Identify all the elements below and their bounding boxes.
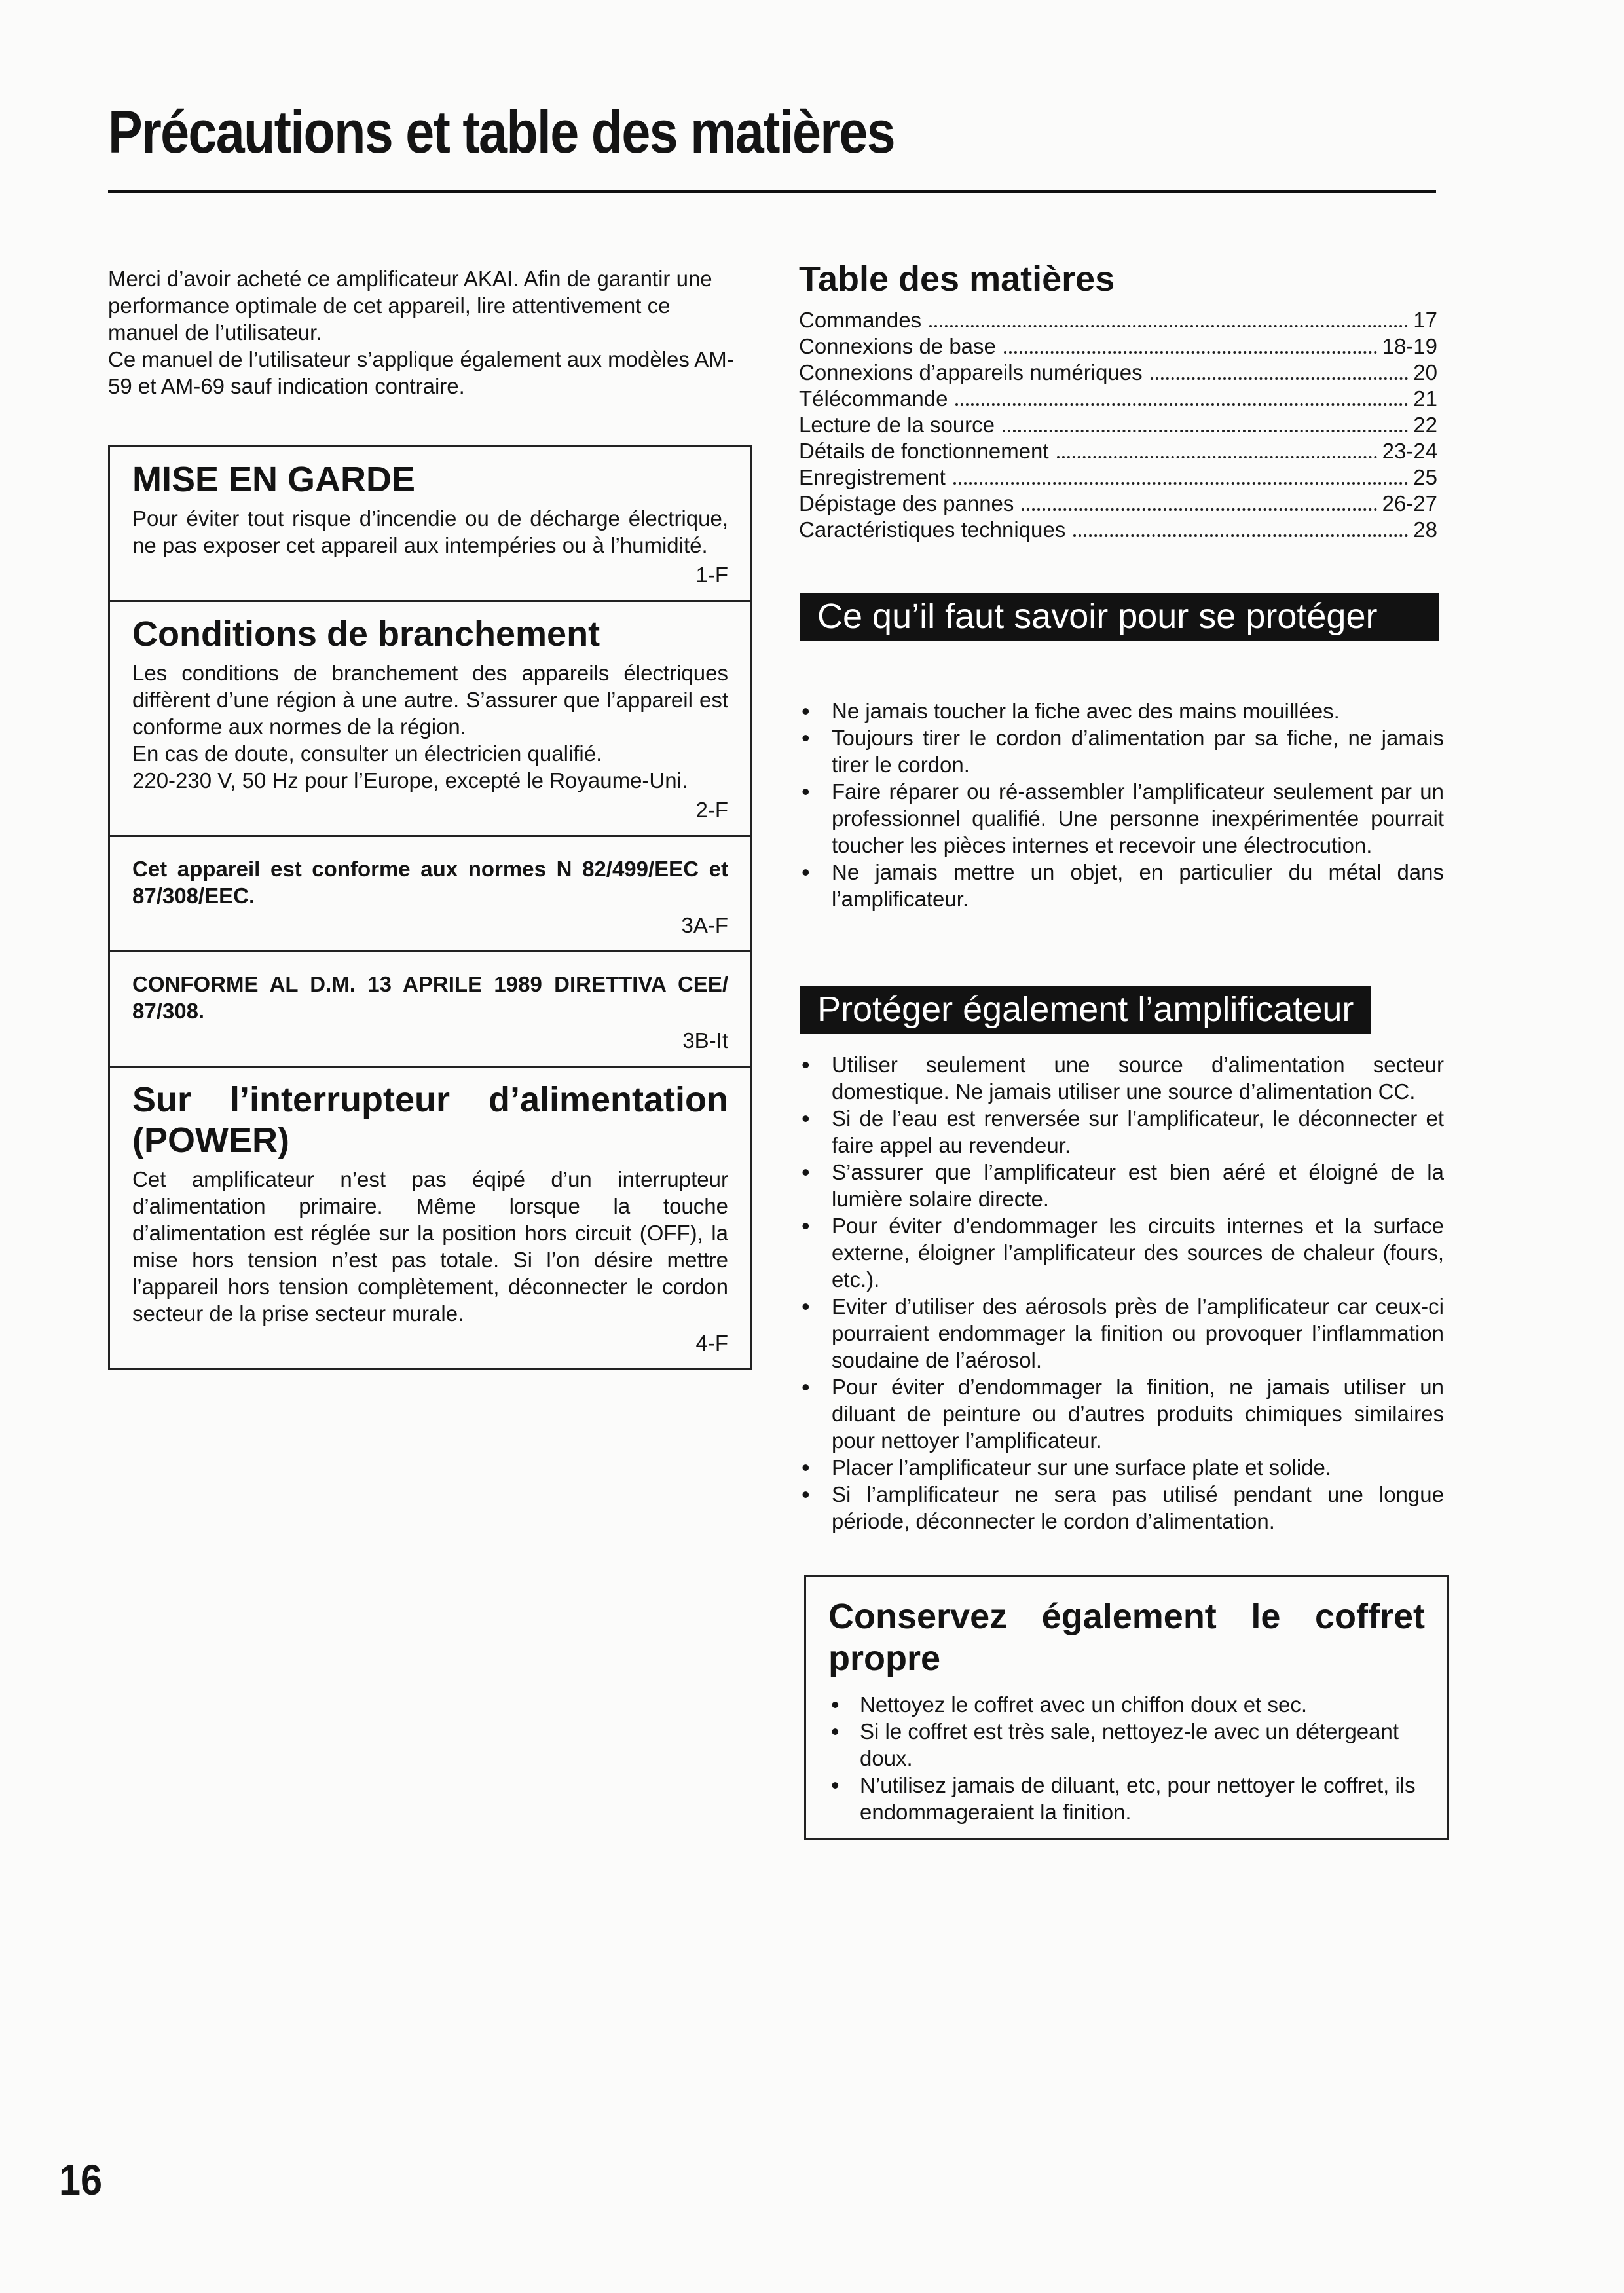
list-item: • Pour éviter d’endommager les circuits internes et la surface externe, éloigner l’amplificateur des sources de chaleur (fours, etc.). bbox=[799, 1212, 1444, 1293]
conformite-eec-text: Cet appareil est conforme aux normes N 82/499/EEC et 87/308/EEC. bbox=[132, 857, 728, 908]
conformite-eec-code: 3A-F bbox=[681, 913, 728, 937]
branchement-heading: Conditions de branchement bbox=[132, 614, 600, 654]
toc-label: Connexions d’appareils numériques bbox=[799, 360, 1143, 384]
list-item: • Si l’amplificateur ne sera pas utilisé pendant une longue période, déconnecter le cordon d’alimentation. bbox=[799, 1481, 1444, 1535]
toc-label: Enregistrement bbox=[799, 465, 946, 489]
toc-entry bbox=[799, 438, 1437, 464]
branchement-section bbox=[110, 602, 750, 837]
interrupteur-text: Cet amplificateur n’est pas éqipé d’un interrupteur d’alimentation primaire. Même lorsque la touche d’alimentation est réglée sur la position hors circuit (OFF), la mise hors tension n’est pas totale. Si l’on désire mettre l’appareil hors tension complètement, déconnecter le cordon secteur de la prise secteur murale. bbox=[132, 1167, 728, 1326]
toc-leader bbox=[1022, 508, 1376, 511]
safety-notices-box bbox=[108, 445, 752, 1370]
protect-amp-list bbox=[799, 1051, 1444, 1535]
cabinet-heading: Conservez également le coffret propre bbox=[828, 1597, 1425, 1678]
toc-leader bbox=[1003, 430, 1408, 432]
toc-leader bbox=[1151, 377, 1409, 380]
protect-self-list bbox=[799, 698, 1444, 912]
toc-page: 22 bbox=[1413, 413, 1437, 437]
toc-page: 26-27 bbox=[1382, 491, 1437, 515]
toc-entry bbox=[799, 517, 1437, 543]
toc-page: 18-19 bbox=[1382, 334, 1437, 358]
intro-paragraph-2: Ce manuel de l’utilisateur s’applique également aux modèles AM-59 et AM-69 sauf indication contraire. bbox=[108, 347, 734, 398]
interrupteur-heading: Sur l’interrupteur d’alimentation (POWER) bbox=[132, 1080, 728, 1160]
toc-label: Détails de fonctionnement bbox=[799, 439, 1049, 463]
toc-leader bbox=[955, 403, 1408, 406]
intro-paragraph-1: Merci d’avoir acheté ce amplificateur AKAI. Afin de garantir une performance optimale de cet appareil, lire attentivement ce manuel de l’utilisateur. bbox=[108, 267, 712, 345]
list-item: • Placer l’amplificateur sur une surface plate et solide. bbox=[799, 1454, 1444, 1481]
branchement-code: 2-F bbox=[695, 798, 728, 822]
toc-heading: Table des matières bbox=[799, 259, 1115, 299]
toc-label: Commandes bbox=[799, 308, 922, 332]
title-rule bbox=[108, 190, 1436, 193]
toc-page: 23-24 bbox=[1382, 439, 1437, 463]
list-item: • Pour éviter d’endommager la finition, ne jamais utiliser un diluant de peinture ou d’autres produits chimiques similaires pour nettoyer l’amplificateur. bbox=[799, 1373, 1444, 1454]
intro bbox=[108, 265, 747, 400]
toc-entry bbox=[799, 360, 1437, 386]
toc-leader bbox=[929, 325, 1408, 327]
list-item: • Eviter d’utiliser des aérosols près de l’amplificateur car ceux-ci pourraient endommager la finition ou provoquer l’inflammation soudaine de l’aérosol. bbox=[799, 1293, 1444, 1373]
toc-label: Télécommande bbox=[799, 386, 948, 411]
table-of-contents bbox=[799, 259, 1437, 543]
toc-entry bbox=[799, 307, 1437, 333]
toc-page: 25 bbox=[1413, 465, 1437, 489]
list-item: • Si le coffret est très sale, nettoyez-le avec un détergeant doux. bbox=[828, 1718, 1425, 1772]
cabinet-box bbox=[804, 1575, 1449, 1840]
conformite-eec-section bbox=[110, 837, 750, 952]
conformite-it-text: CONFORME AL D.M. 13 APRILE 1989 DIRETTIVA CEE/ 87/308. bbox=[132, 972, 728, 1023]
interrupteur-section bbox=[110, 1068, 750, 1368]
toc-entry bbox=[799, 491, 1437, 517]
toc-label: Dépistage des pannes bbox=[799, 491, 1014, 515]
list-item: • Si de l’eau est renversée sur l’amplificateur, le déconnecter et faire appel au revendeur. bbox=[799, 1105, 1444, 1159]
toc-leader bbox=[953, 482, 1409, 485]
page-number: 16 bbox=[59, 2155, 103, 2204]
toc-entry bbox=[799, 386, 1437, 412]
branchement-text-1: Les conditions de branchement des appareils électriques diffèrent d’une région à une autre. S’assurer que l’appareil est conforme aux normes de la région. bbox=[132, 661, 728, 739]
toc-leader bbox=[1004, 351, 1377, 354]
toc-label: Caractéristiques techniques bbox=[799, 517, 1066, 542]
toc-page: 21 bbox=[1413, 386, 1437, 411]
branchement-text-3: 220-230 V, 50 Hz pour l’Europe, excepté le Royaume-Uni. bbox=[132, 768, 688, 792]
list-item: • Utiliser seulement une source d’alimentation secteur domestique. Ne jamais utiliser une source d’alimentation CC. bbox=[799, 1051, 1444, 1105]
toc-entry bbox=[799, 412, 1437, 438]
list-item: • S’assurer que l’amplificateur est bien aéré et éloigné de la lumière solaire directe. bbox=[799, 1159, 1444, 1212]
toc-page: 20 bbox=[1413, 360, 1437, 384]
list-item: • Ne jamais mettre un objet, en particulier du métal dans l’amplificateur. bbox=[799, 859, 1444, 912]
toc-entry bbox=[799, 333, 1437, 360]
list-item: • Faire réparer ou ré-assembler l’amplificateur seulement par un professionnel qualifié. Une personne inexpérimentée pourrait toucher les pièces internes et recevoir une électrocution. bbox=[799, 778, 1444, 859]
mise-en-garde-section bbox=[110, 447, 750, 602]
list-item: • Ne jamais toucher la fiche avec des mains mouillées. bbox=[799, 698, 1444, 724]
toc-page: 17 bbox=[1413, 308, 1437, 332]
protect-self-heading: Ce qu’il faut savoir pour se protéger bbox=[800, 593, 1439, 641]
page-title: Précautions et table des matières bbox=[108, 99, 895, 166]
conformite-it-section bbox=[110, 952, 750, 1068]
toc-leader bbox=[1073, 534, 1408, 537]
interrupteur-code: 4-F bbox=[695, 1331, 728, 1355]
toc-page: 28 bbox=[1413, 517, 1437, 542]
list-item: • Nettoyez le coffret avec un chiffon doux et sec. bbox=[828, 1691, 1425, 1718]
conformite-it-code: 3B-It bbox=[682, 1028, 728, 1053]
list-item: • Toujours tirer le cordon d’alimentation par sa fiche, ne jamais tirer le cordon. bbox=[799, 724, 1444, 778]
protect-amp-heading: Protéger également l’amplificateur bbox=[800, 986, 1371, 1034]
toc-entry bbox=[799, 464, 1437, 491]
mise-en-garde-heading: MISE EN GARDE bbox=[132, 460, 416, 499]
toc-label: Lecture de la source bbox=[799, 413, 995, 437]
toc-label: Connexions de base bbox=[799, 334, 996, 358]
branchement-text-2: En cas de doute, consulter un électricien qualifié. bbox=[132, 741, 602, 766]
mise-en-garde-code: 1-F bbox=[695, 563, 728, 587]
cabinet-list bbox=[828, 1691, 1425, 1825]
mise-en-garde-text: Pour éviter tout risque d’incendie ou de décharge électrique, ne pas exposer cet appareil aux intempéries ou à l’humidité. bbox=[132, 506, 728, 557]
toc-leader bbox=[1057, 456, 1377, 458]
list-item: • N’utilisez jamais de diluant, etc, pour nettoyer le coffret, ils endommageraient la finition. bbox=[828, 1772, 1425, 1825]
